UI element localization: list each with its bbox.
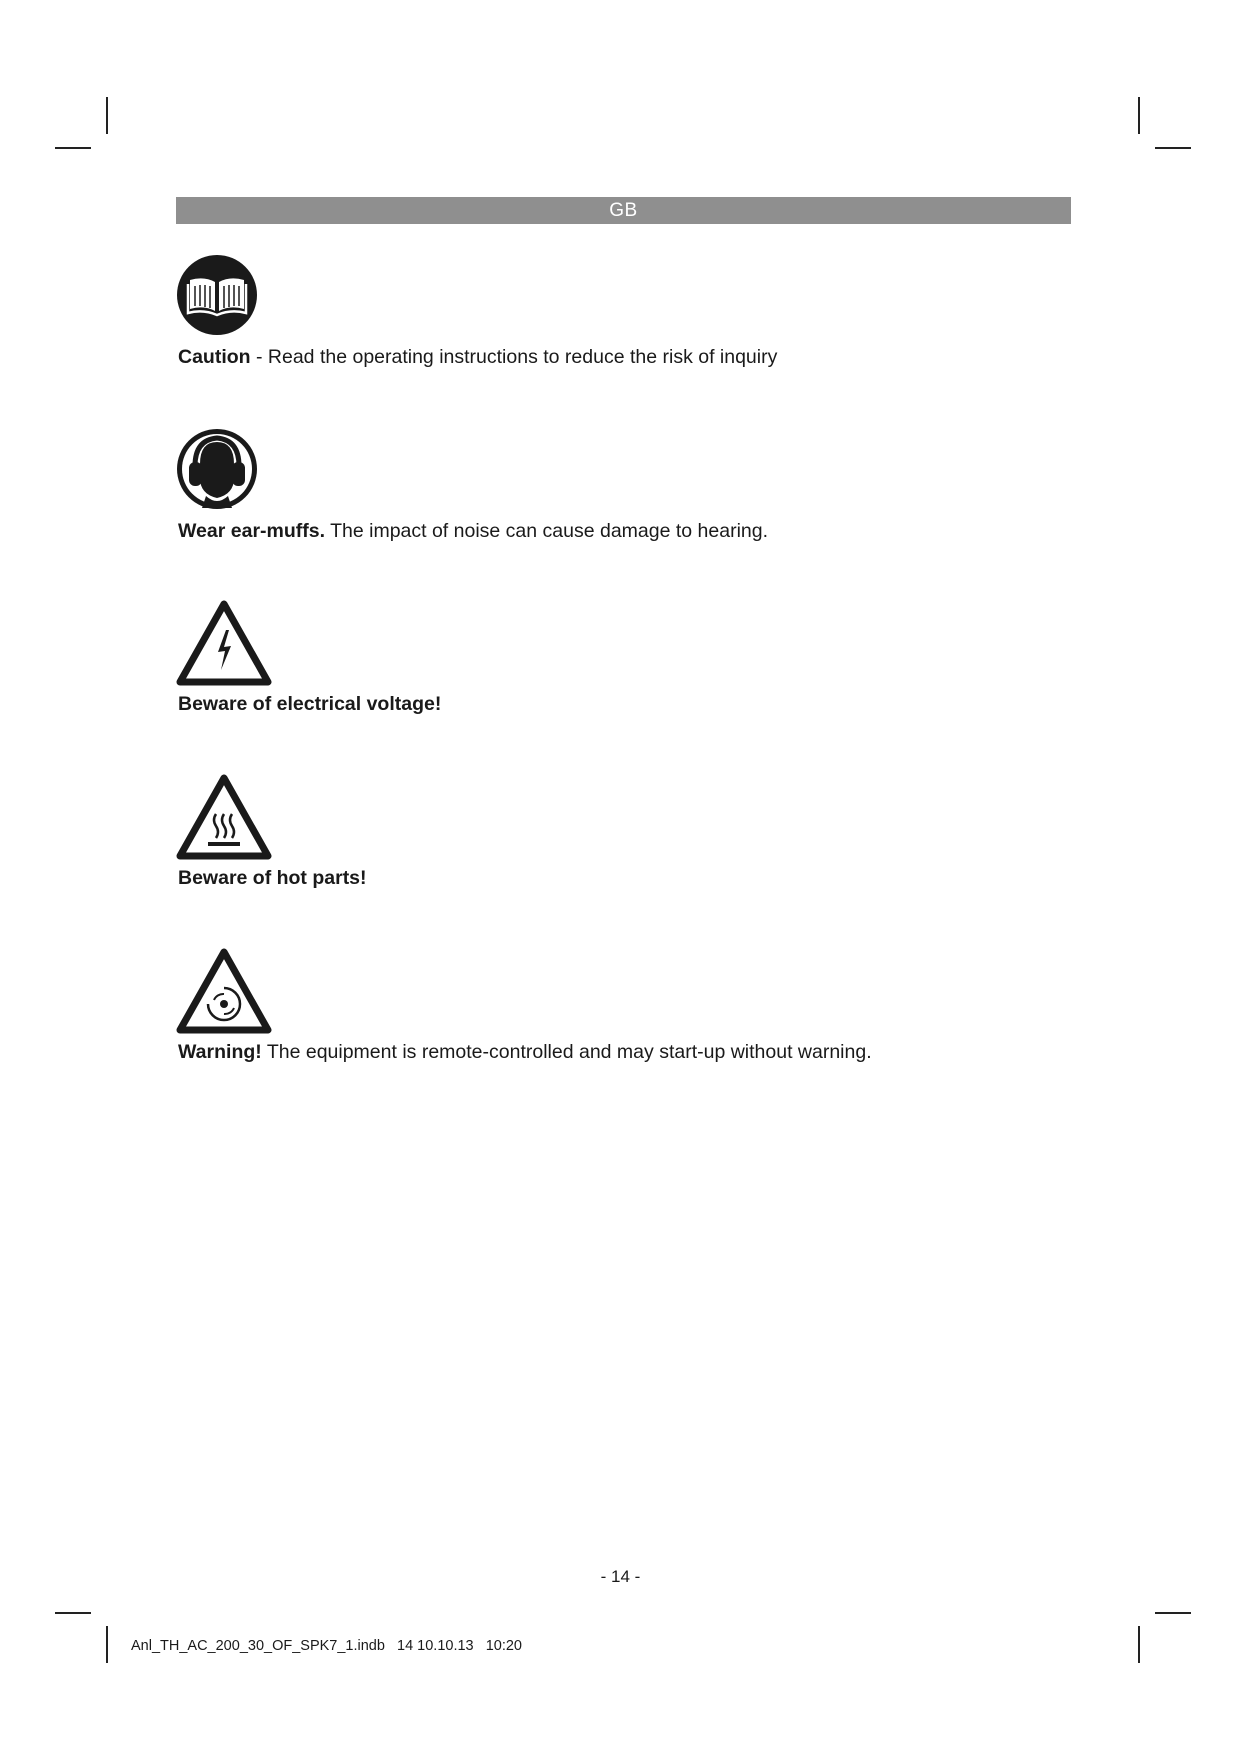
hot-parts-caption bbox=[178, 866, 367, 890]
caption-bold: Beware of hot parts! bbox=[178, 867, 367, 889]
hot-surface-warning-icon bbox=[176, 774, 272, 860]
electrical-voltage-warning-icon bbox=[176, 600, 272, 686]
crop-mark-top-left-vertical bbox=[106, 97, 108, 134]
language-code: GB bbox=[609, 200, 638, 221]
remote-start-caption bbox=[178, 1040, 872, 1064]
crop-mark-bottom-right-vertical bbox=[1138, 1626, 1140, 1663]
automatic-start-warning-icon bbox=[176, 948, 272, 1034]
caution-caption bbox=[178, 345, 777, 369]
print-slug: Anl_TH_AC_200_30_OF_SPK7_1.indb 14 10.10.13 10:20 bbox=[131, 1638, 522, 1654]
electrical-voltage-caption bbox=[178, 692, 441, 716]
caption-bold: Caution bbox=[178, 346, 251, 368]
crop-mark-bottom-left-vertical bbox=[106, 1626, 108, 1663]
language-header-bar bbox=[176, 197, 1071, 224]
page-number: - 14 - bbox=[600, 1567, 641, 1586]
caption-bold: Wear ear-muffs. bbox=[178, 520, 326, 542]
caption-text: The impact of noise can cause damage to hearing. bbox=[325, 520, 769, 542]
crop-mark-top-right-horizontal bbox=[1155, 147, 1191, 149]
crop-mark-top-left-horizontal bbox=[55, 147, 91, 149]
ear-muffs-icon bbox=[176, 428, 258, 510]
caption-text: The equipment is remote-controlled and may start-up without warning. bbox=[261, 1041, 872, 1063]
read-manual-icon bbox=[176, 254, 258, 336]
crop-mark-bottom-right-horizontal bbox=[1155, 1612, 1191, 1614]
ear-muffs-caption bbox=[178, 519, 768, 543]
caption-text: - Read the operating instructions to reduce the risk of inquiry bbox=[250, 346, 778, 368]
caption-bold: Beware of electrical voltage! bbox=[178, 693, 442, 715]
crop-mark-top-right-vertical bbox=[1138, 97, 1140, 134]
crop-mark-bottom-left-horizontal bbox=[55, 1612, 91, 1614]
caption-bold: Warning! bbox=[178, 1041, 262, 1063]
